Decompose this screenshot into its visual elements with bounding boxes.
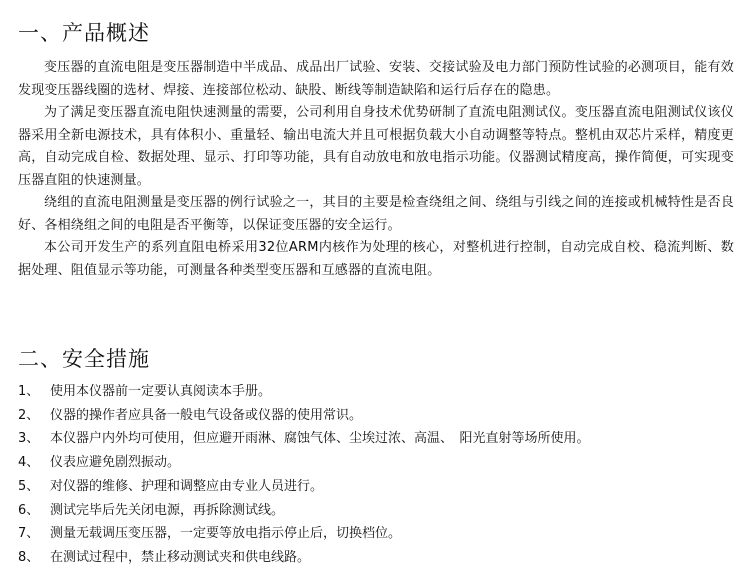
list-item [18,380,734,404]
list-item-number: 6、 [18,502,40,518]
list-item-number: 8、 [18,549,40,565]
overview-paragraph: 变压器的直流电阻是变压器制造中半成品、成品出厂试验、安装、交接试验及电力部门预防性试验的必测项目，能有效发现变压器线圈的选材、焊接、连接部位松动、缺股、断线等制造缺陷和运行后存在的隐患。 [18,60,734,98]
list-item [18,546,734,570]
list-item-text: 测试完毕后先关闭电源，再拆除测试线。 [50,502,285,518]
section-heading-product-overview: 一、产品概述 [18,21,150,45]
list-item-number: 7、 [18,526,40,542]
list-item-text: 对仪器的维修、护理和调整应由专业人员进行。 [50,478,324,494]
list-item-text: 测量无载调压变压器，一定要等放电指示停止后，切换档位。 [50,526,402,542]
list-item [18,427,734,451]
product-overview-body [18,57,734,282]
section-heading-safety-measures: 二、安全措施 [18,347,150,371]
list-item [18,522,734,546]
list-item [18,404,734,428]
list-item-number: 5、 [18,478,40,494]
list-item-number: 3、 [18,431,40,447]
list-item [18,499,734,523]
overview-paragraph: 本公司开发生产的系列直阻电桥采用32位ARM内核作为处理的核心，对整机进行控制，自动完成自校、稳流判断、数据处理、阻值显示等功能，可测量各种类型变压器和互感器的直流电阻。 [18,240,734,278]
list-item [18,451,734,475]
overview-paragraph: 为了满足变压器直流电阻快速测量的需要，公司利用自身技术优势研制了直流电阻测试仪。变压器直流电阻测试仪该仪器采用全新电源技术，具有体积小、重量轻、输出电流大并且可根据负载大小自动调整等特点。整机由双芯片采样，精度更高，自动完成自检、数据处理、显示、打印等功能，具有自动放电和放电指示功能。仪器测试精度高，操作简便，可实现变压器直阻的快速测量。 [18,105,734,188]
list-item [18,475,734,499]
safety-measures-list [18,380,734,570]
list-item-number: 2、 [18,407,40,423]
list-item-text: 在测试过程中，禁止移动测试夹和供电线路。 [50,549,311,565]
overview-paragraph: 绕组的直流电阻测量是变压器的例行试验之一，其目的主要是检查绕组之间、绕组与引线之间的连接或机械特性是否良好、各相绕组之间的电阻是否平衡等，以保证变压器的安全运行。 [18,195,734,233]
list-item-number: 4、 [18,455,40,471]
list-item-text: 仪器的操作者应具备一般电气设备或仪器的使用常识。 [50,407,363,423]
list-item-number: 1、 [18,384,40,399]
list-item-text: 使用本仪器前一定要认真阅读本手册。 [50,384,272,399]
list-item-text: 仪表应避免剧烈振动。 [50,455,181,471]
list-item-text: 本仪器户内外均可使用，但应避开雨淋、腐蚀气体、尘埃过浓、高温、 阳光直射等场所使用。 [50,431,590,447]
